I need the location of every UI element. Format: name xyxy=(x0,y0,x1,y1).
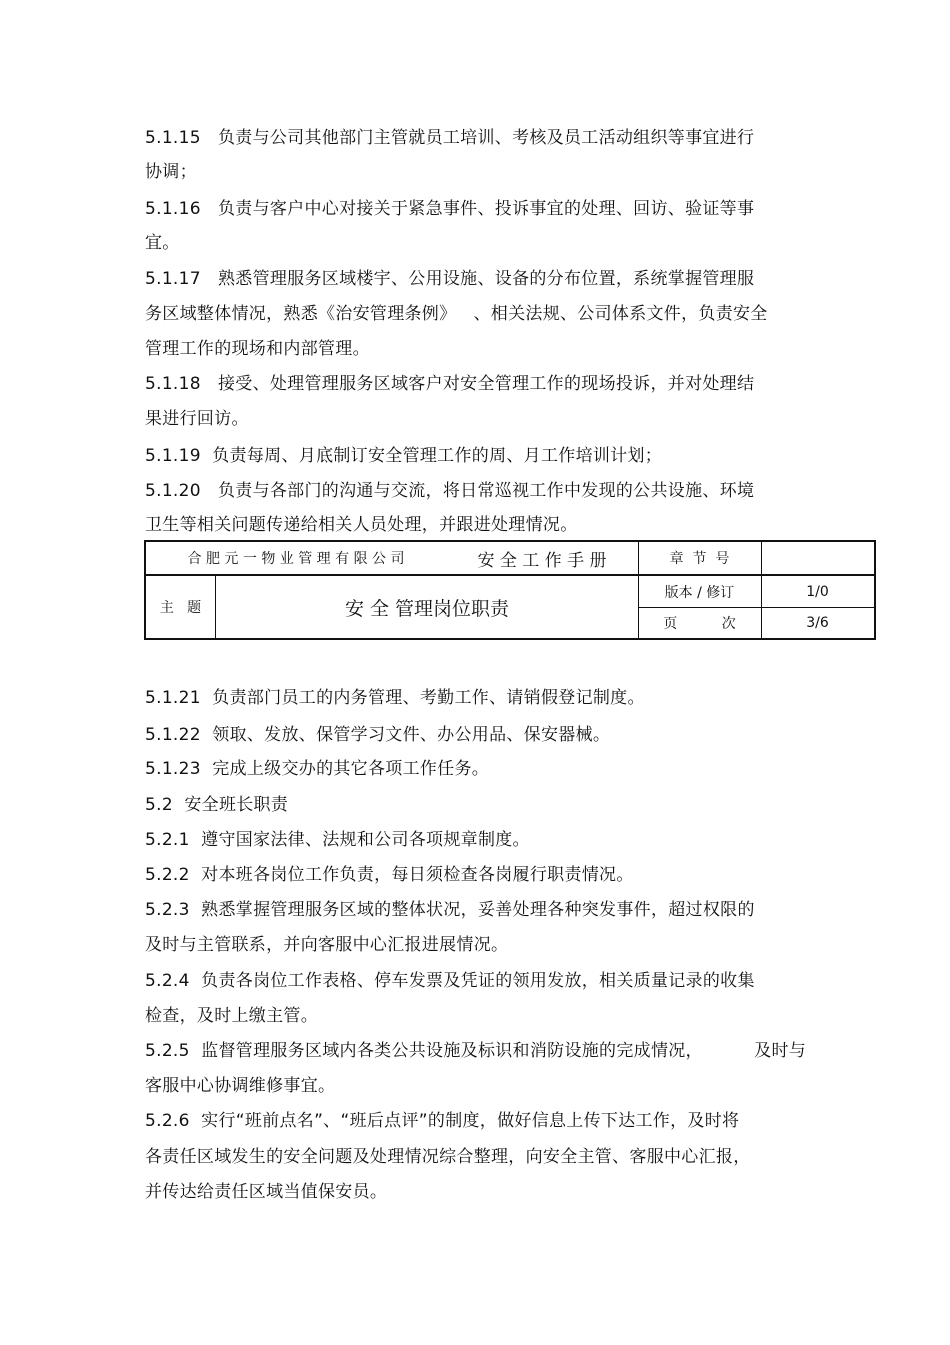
text-line: 5.2.3 熟悉掌握管理服务区域的整体状况，妥善处理各种突发事件，超过权限的 xyxy=(145,900,755,920)
text-line: 管理工作的现场和内部管理。 xyxy=(145,339,370,359)
company-name: 合 肥 元 一 物 业 管 理 有 限 公 司 xyxy=(187,551,405,567)
document-header-table xyxy=(144,540,876,640)
text-line: 5.1.15 负责与公司其他部门主管就员工培训、考核及员工活动组织等事宜进行 xyxy=(145,128,755,148)
text-line: 5.1.19 负责每周、月底制订安全管理工作的周、月工作培训计划； xyxy=(145,446,663,466)
text-line: 客服中心协调维修事宜。 xyxy=(145,1076,336,1096)
version-label: 版本 / 修订 xyxy=(664,584,735,601)
text-line: 5.1.20 负责与各部门的沟通与交流，将日常巡视工作中发现的公共设施、环境 xyxy=(145,481,755,501)
text-line: 协调； xyxy=(145,162,197,182)
text-line: 5.1.18 接受、处理管理服务区域客户对安全管理工作的现场投诉，并对处理结 xyxy=(145,374,755,394)
subject-title: 安 全 管理岗位职责 xyxy=(344,597,510,620)
text-line: 5.1.16 负责与客户中心对接关于紧急事件、投诉事宜的处理、回访、验证等事 xyxy=(145,199,755,219)
manual-title: 安 全 工 作 手 册 xyxy=(477,550,607,571)
text-line: 卫生等相关问题传递给相关人员处理，并跟进处理情况。 xyxy=(145,515,578,535)
subject-label: 主 题 xyxy=(159,600,202,616)
text-line: 5.2.1 遵守国家法律、法规和公司各项规章制度。 xyxy=(145,830,530,850)
text-line: 并传达给责任区域当值保安员。 xyxy=(145,1182,388,1202)
text-line: 5.1.22 领取、发放、保管学习文件、办公用品、保安器械。 xyxy=(145,725,611,745)
text-line: 5.2.4 负责各岗位工作表格、停车发票及凭证的领用发放，相关质量记录的收集 xyxy=(145,971,755,991)
page-value: 3/6 xyxy=(806,615,829,631)
text-line: 及时与主管联系，并向客服中心汇报进展情况。 xyxy=(145,935,509,955)
text-line: 5.1.21 负责部门员工的内务管理、考勤工作、请销假登记制度。 xyxy=(145,688,645,708)
text-line: 5.2.6 实行“班前点名”、“班后点评”的制度，做好信息上传下达工作，及时将 xyxy=(145,1111,740,1131)
text-line: 5.2.2 对本班各岗位工作负责，每日须检查各岗履行职责情况。 xyxy=(145,865,634,885)
text-line: 5.1.23 完成上级交办的其它各项工作任务。 xyxy=(145,759,490,779)
text-line: 检查，及时上缴主管。 xyxy=(145,1006,318,1026)
version-value: 1/0 xyxy=(806,583,829,600)
text-line: 务区域整体情况，熟悉《治安管理条例》 、相关法规、公司体系文件，负责安全 xyxy=(145,304,768,324)
text-line: 5.1.17 熟悉管理服务区域楼宇、公用设施、设备的分布位置，系统掌握管理服 xyxy=(145,269,755,289)
chapter-label: 章 节 号 xyxy=(669,551,730,567)
text-line: 宜。 xyxy=(145,233,180,253)
text-line: 果进行回访。 xyxy=(145,409,249,429)
section-heading: 5.2 安全班长职责 xyxy=(145,795,289,815)
chapter-value xyxy=(761,542,874,574)
text-line: 各责任区域发生的安全问题及处理情况综合整理，向安全主管、客服中心汇报， xyxy=(145,1147,751,1167)
page-label: 页 次 xyxy=(663,616,736,632)
text-line: 5.2.5 监督管理服务区域内各类公共设施及标识和消防设施的完成情况， 及时与 xyxy=(145,1041,807,1061)
